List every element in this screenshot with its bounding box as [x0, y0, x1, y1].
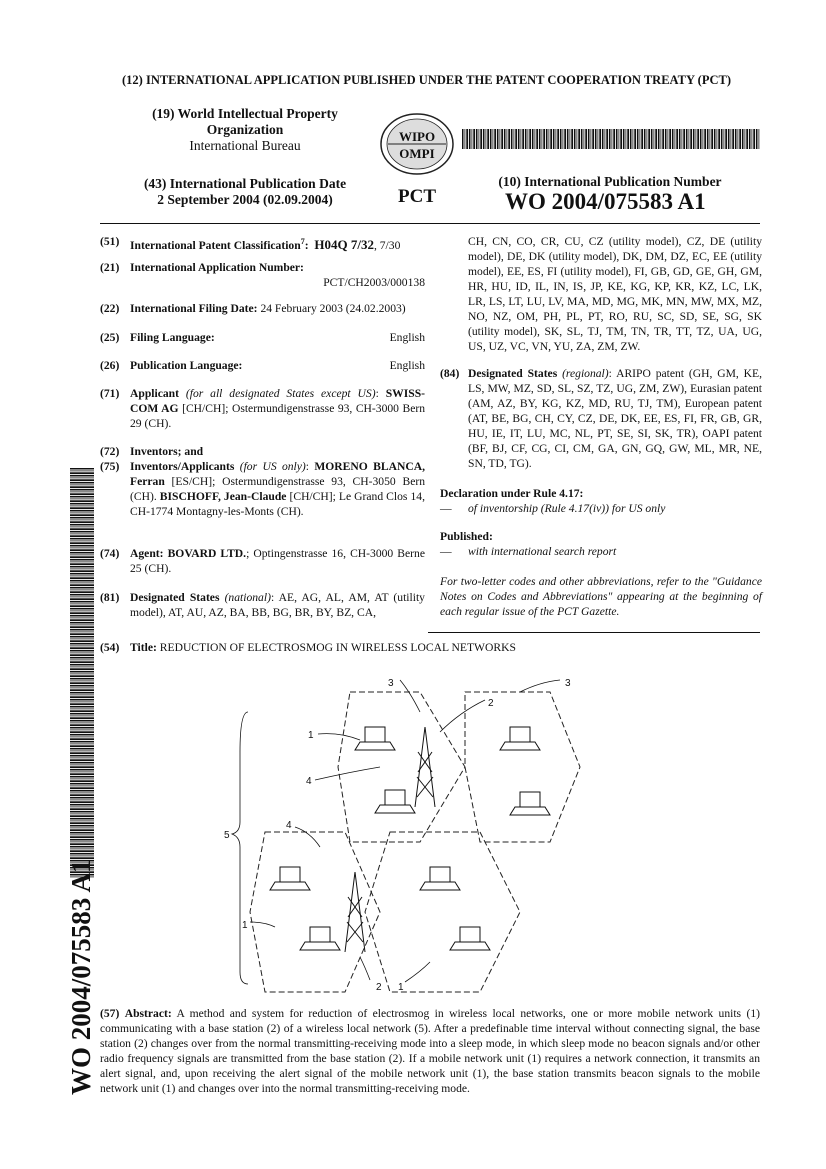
- fig-label: 4: [286, 820, 292, 831]
- vertical-publication-number: WO 2004/075583 A1: [66, 859, 96, 1095]
- field-75: (75) Inventors/Applicants (for US only): MORENO BLANCA, Ferran [ES/CH]; Ostermundigenstrasse 93, CH-3050 Bern (CH). BISCHOFF, Jean-Claude [CH/CH]; Le Grand Clos 14, CH-1774 Montagny-les-Monts (CH).: [100, 460, 426, 518]
- pub-date: 2 September 2004 (02.09.2004): [157, 192, 333, 207]
- fig-label: 5: [224, 830, 230, 841]
- field-71: (71) Applicant (for all designated States except US): SWISS-COM AG [CH/CH]; Ostermundigenstrasse 93, CH-3000 Bern 29 (CH).: [100, 387, 425, 430]
- abstract: (57) Abstract: A method and system for reduction of electrosmog in wireless local networks, one or more mobile network units (1) communicating with a base station (2) of a wireless local network (5). After a predefinable time interval without connecting signal, the base station (2) changes over from the normal transmitting-receiving mode into a sleep mode, in which sleep mode no beacon signals and/or other radio frequency signals are transmitted from the base station (2). If a mobile network unit (1) requires a network connection, it transmits an alert signal, and, upon receiving the alert signal of the mobile network unit (1), the base station transmits beacon signals to the mobile network unit (1) and changes over into the normal transmitting-receiving mode.: [100, 1007, 760, 1095]
- declaration-heading: Declaration under Rule 4.17:: [440, 487, 584, 500]
- logo-text: WIPO: [398, 129, 436, 144]
- field-81: (81) Designated States (national): AE, AG, AL, AM, AT (utility model), AT, AU, AZ, BA, BB, BG, BR, BY, BZ, CA,: [100, 591, 425, 619]
- published-block: Published: — with international search report: [440, 529, 762, 559]
- fig-label: 2: [488, 698, 494, 709]
- guidance-note: For two-letter codes and other abbreviations, refer to the "Guidance Notes on Codes and Abbreviations" appearing at the beginning of each regular issue of the PCT Gazette.: [440, 575, 762, 618]
- field-54: (54) Title: REDUCTION OF ELECTROSMOG IN WIRELESS LOCAL NETWORKS: [100, 641, 516, 654]
- svg-text:OMPI: OMPI: [399, 146, 435, 161]
- guidance-rule: [428, 632, 760, 633]
- org-line1: (19) World Intellectual Property: [152, 106, 338, 121]
- field-81-continued: CH, CN, CO, CR, CU, CZ (utility model), CZ, DE (utility model), DE, DK (utility model), DK, DM, DZ, EC, EE (utility model), EE, ES, FI (utility model), FI, GB, GD, GE, GH, GM, HR, HU, ID, IL, IN, IS, JP, KE, KG, KP, KR, KZ, LC, LK, LR, LS, LT, LU, LV, MA, MD, MG, MK, MN, MW, MX, MZ, NO, NZ, OM, PH, PL, PT, RO, RU, SC, SD, SE, SG, SK (utility model), SK, SL, TJ, TM, TN, TR, TT, TZ, UA, UG, US, UZ, VC, VN, YU, ZA, ZM, ZW.: [468, 235, 762, 353]
- laptop-icon: [450, 927, 490, 950]
- fig-label: 3: [565, 678, 571, 689]
- wipo-logo: [378, 112, 456, 176]
- wipo-organization: [140, 106, 350, 154]
- published-heading: Published:: [440, 530, 493, 543]
- fig-label: 1: [308, 730, 314, 741]
- treaty-header: (12) INTERNATIONAL APPLICATION PUBLISHED UNDER THE PATENT COOPERATION TREATY (PCT): [122, 73, 731, 87]
- pub-number-label: (10) International Publication Number: [498, 174, 722, 189]
- laptop-icon: [510, 792, 550, 815]
- field-84: (84) Designated States (regional): ARIPO patent (GH, GM, KE, LS, MW, MZ, SD, SL, SZ, TZ, UG, ZM, ZW), Eurasian patent (AM, AZ, BY, KG, KZ, MD, RU, TJ, TM), European patent (AT, BE, BG, CH, CY, CZ, DE, DK, EE, ES, FI, FR, GB, GR, HU, IE, IT, LU, MC, NL, PT, SE, SI, SK, TR), OAPI patent (BF, BJ, CF, CG, CI, CM, GA, GN, GQ, GW, ML, MR, NE, SN, TD, TG).: [440, 367, 762, 470]
- hex-cell-2: [465, 692, 580, 842]
- org-line3: International Bureau: [189, 138, 301, 153]
- fig-label: 3: [388, 678, 394, 689]
- laptop-icon: [300, 927, 340, 950]
- fig-label: 2: [376, 982, 382, 993]
- field-51: (51) International Patent Classification$^7$: H04Q 7/32, 7/30: [100, 235, 401, 252]
- network-figure: [220, 672, 600, 1000]
- hex-cell-4: [365, 832, 520, 992]
- laptop-icon: [420, 867, 460, 890]
- declaration-block: Declaration under Rule 4.17: — of inventorship (Rule 4.17(iv)) for US only: [440, 486, 762, 516]
- laptop-icon: [375, 790, 415, 813]
- pub-number: WO 2004/075583 A1: [505, 189, 706, 214]
- tower-icon: [415, 727, 435, 807]
- field-21: (21) International Application Number: PCT/CH2003/000138: [100, 261, 425, 289]
- field-25: (25) Filing Language: English: [100, 331, 425, 344]
- declaration-item: of inventorship (Rule 4.17(iv)) for US only: [468, 502, 666, 515]
- fig-label: 1: [242, 920, 248, 931]
- field-74: (74) Agent: BOVARD LTD.; Optingenstrasse 16, CH-3000 Berne 25 (CH).: [100, 547, 425, 575]
- laptop-icon: [355, 727, 395, 750]
- laptop-icon: [500, 727, 540, 750]
- org-line2: Organization: [206, 122, 284, 137]
- pub-date-label: (43) International Publication Date: [143, 176, 347, 191]
- tower-icon: [345, 872, 365, 952]
- fig-label: 4: [306, 776, 312, 787]
- barcode-side: [70, 468, 94, 878]
- pct-label: PCT: [398, 186, 436, 207]
- fig-label: 1: [398, 982, 404, 993]
- field-26: (26) Publication Language: English: [100, 359, 425, 372]
- field-22: (22) International Filing Date: 24 February 2003 (24.02.2003): [100, 302, 406, 315]
- header-rule: [100, 223, 760, 224]
- laptop-icon: [270, 867, 310, 890]
- published-item: with international search report: [468, 545, 617, 558]
- field-72: (72) Inventors; and: [100, 445, 204, 458]
- hex-cell-1: [338, 692, 465, 842]
- barcode-top: [462, 129, 760, 149]
- publication-date-block: [130, 176, 360, 208]
